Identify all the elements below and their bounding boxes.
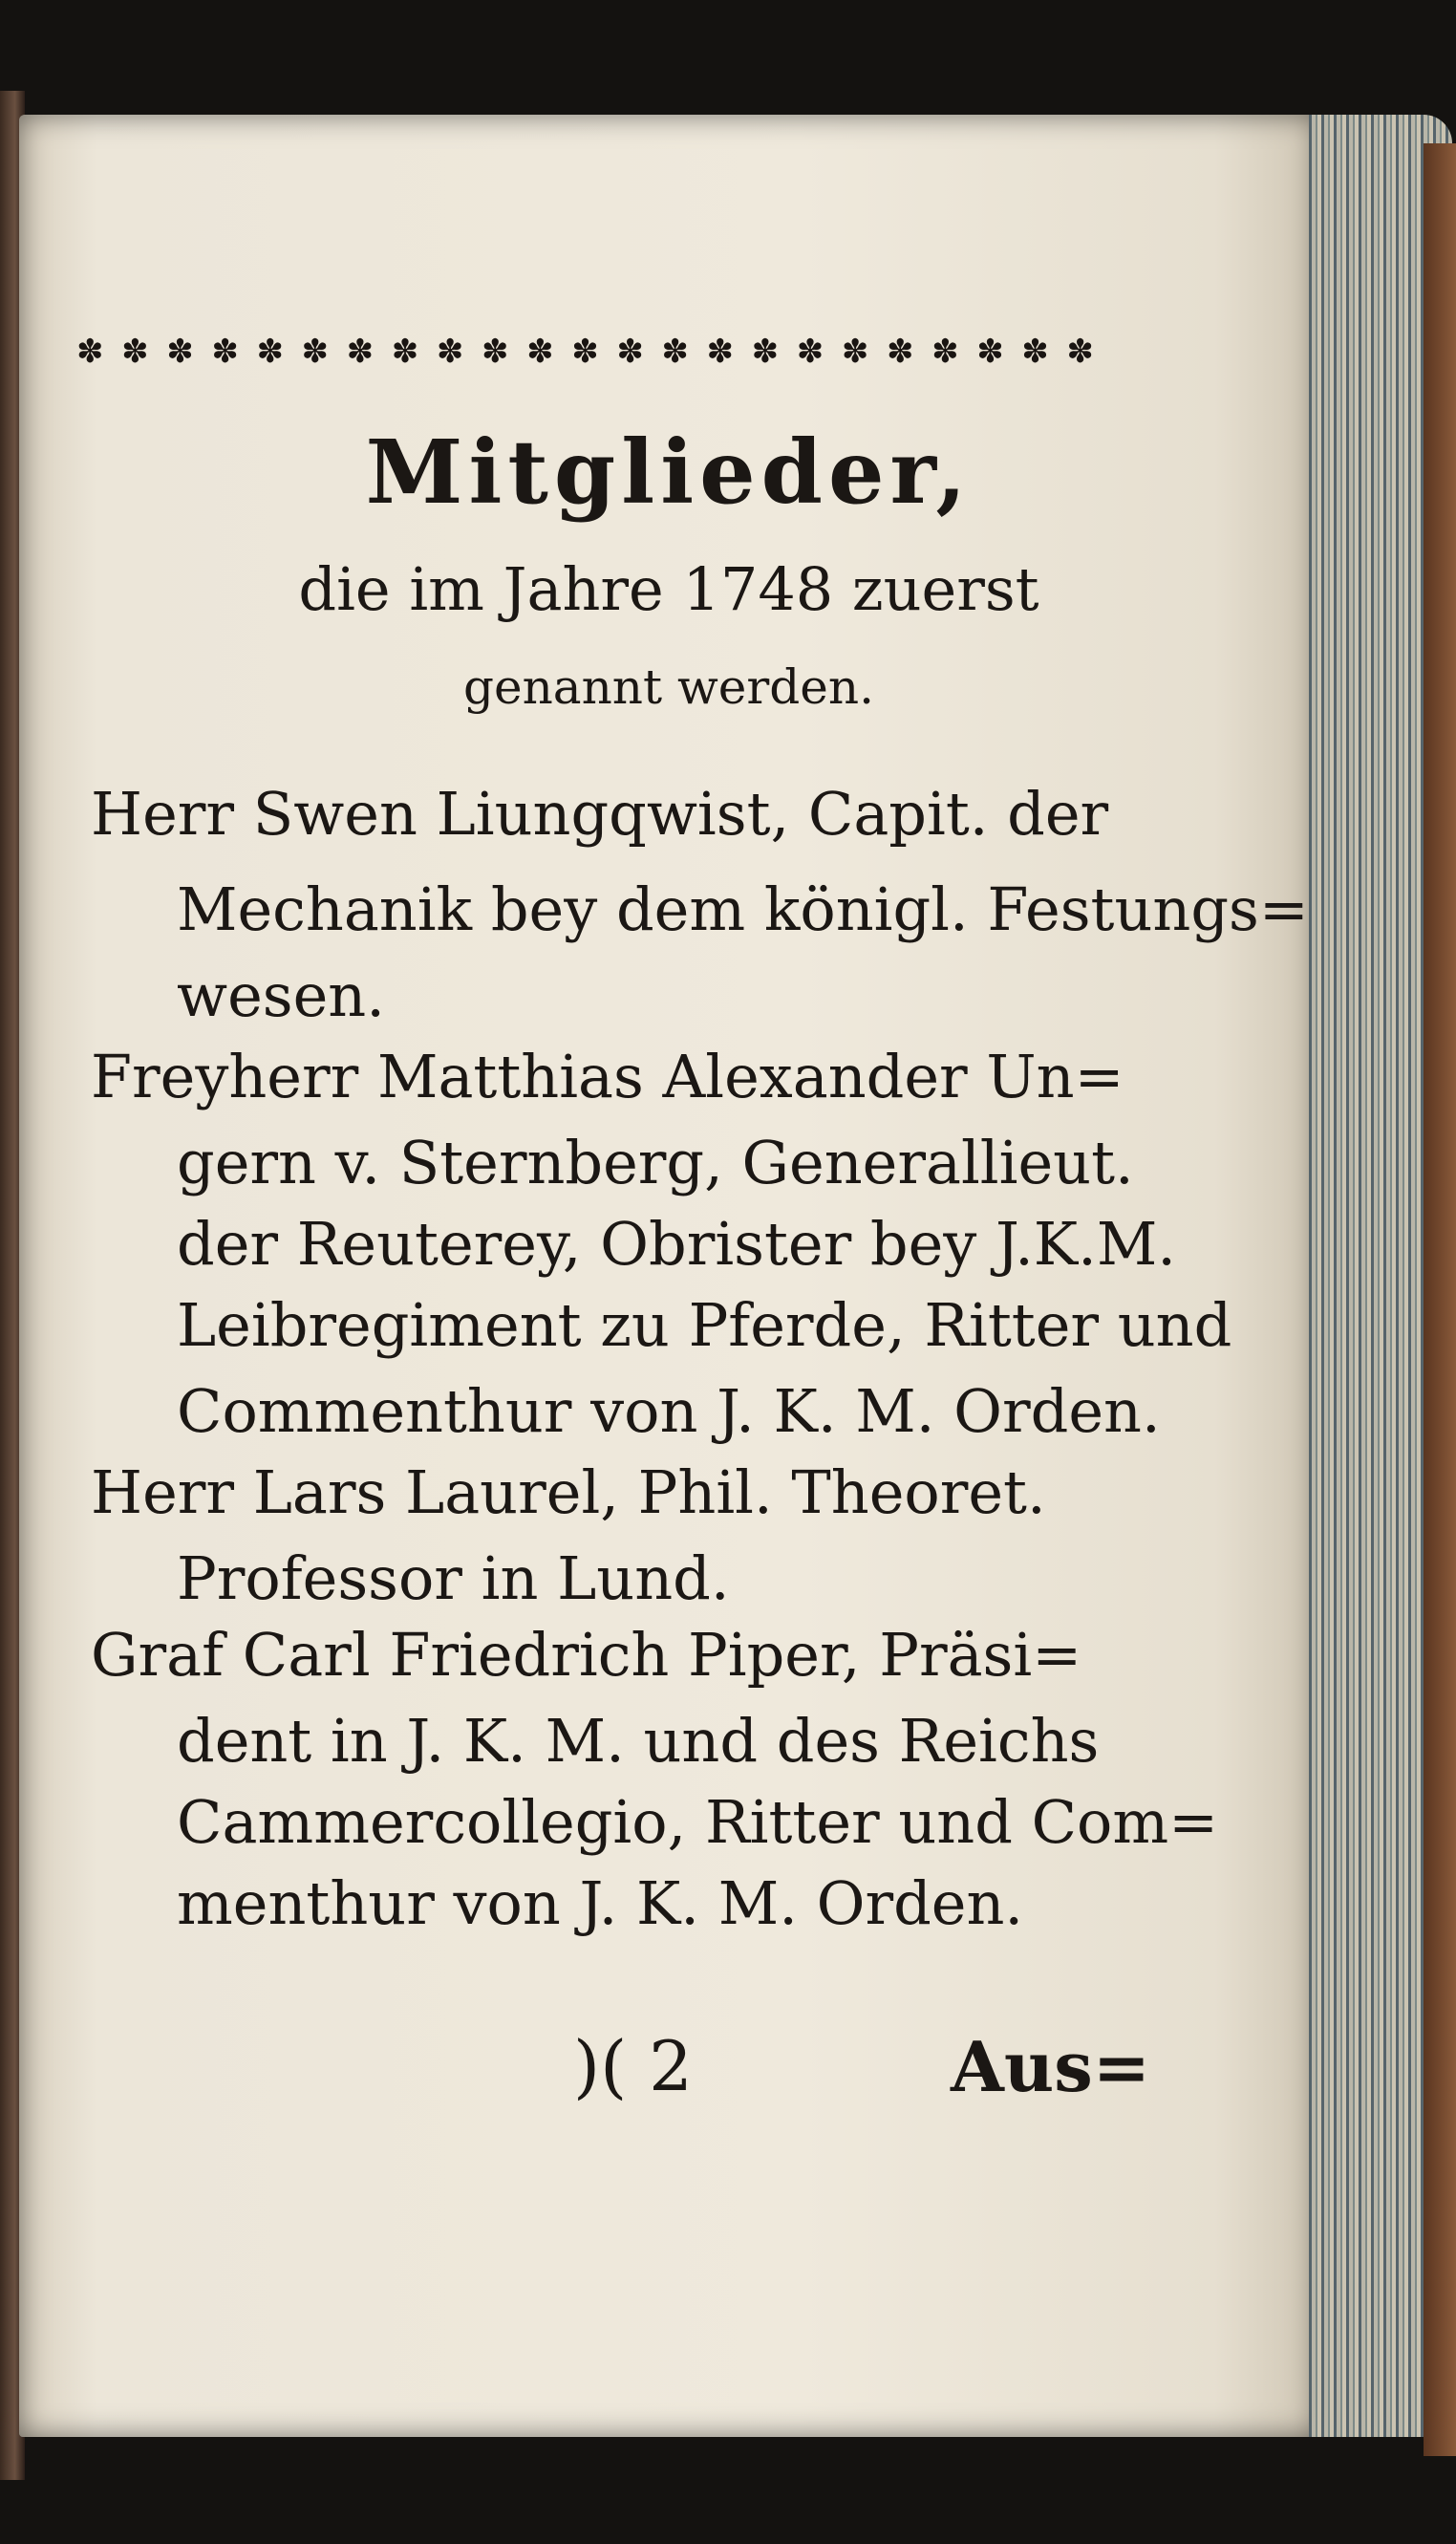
entry-2-line-4: Leibregiment zu Pferde, Ritter und [177, 1290, 1232, 1360]
ornament-star-icon: ✽ [886, 333, 914, 371]
ornament-star-icon: ✽ [931, 333, 959, 371]
entry-2-line-1: Freyherr Matthias Alexander Un= [91, 1042, 1124, 1111]
ornament-star-icon: ✽ [121, 333, 149, 371]
ornament-star-icon: ✽ [256, 333, 284, 371]
ornament-star-icon: ✽ [481, 333, 509, 371]
ornament-star-icon: ✽ [706, 333, 735, 371]
ornament-star-icon: ✽ [796, 333, 824, 371]
ornament-star-icon: ✽ [841, 333, 869, 371]
ornament-row [76, 323, 1094, 380]
ornament-star-icon: ✽ [526, 333, 554, 371]
page-title: Mitglieder, [365, 420, 973, 524]
entry-1-line-3: wesen. [177, 960, 385, 1030]
ornament-star-icon: ✽ [436, 333, 464, 371]
ornament-star-icon: ✽ [211, 333, 239, 371]
ornament-star-icon: ✽ [976, 333, 1004, 371]
entry-1-line-2: Mechanik bey dem königl. Festungs= [177, 874, 1309, 944]
ornament-star-icon: ✽ [346, 333, 375, 371]
entry-2-line-5: Commenthur von J. K. M. Orden. [177, 1376, 1161, 1446]
entry-4-line-4: menthur von J. K. M. Orden. [177, 1868, 1024, 1938]
ornament-star-icon: ✽ [616, 333, 644, 371]
entry-3-line-2: Professor in Lund. [177, 1543, 730, 1613]
entry-2-line-2: gern v. Sternberg, Generallieut. [177, 1128, 1134, 1197]
ornament-star-icon: ✽ [391, 333, 419, 371]
entry-4-line-3: Cammercollegio, Ritter und Com= [177, 1787, 1219, 1857]
subtitle-line-2: genannt werden. [463, 659, 874, 715]
ornament-star-icon: ✽ [1021, 333, 1049, 371]
subtitle-line-1: die im Jahre 1748 zuerst [298, 554, 1039, 624]
book-cover-right [1424, 143, 1456, 2456]
ornament-star-icon: ✽ [751, 333, 780, 371]
ornament-star-icon: ✽ [661, 333, 689, 371]
ornament-star-icon: ✽ [1066, 333, 1094, 371]
entry-4-line-1: Graf Carl Friedrich Piper, Präsi= [91, 1620, 1082, 1690]
ornament-star-icon: ✽ [76, 333, 104, 371]
ornament-star-icon: ✽ [571, 333, 599, 371]
entry-3-line-1: Herr Lars Laurel, Phil. Theoret. [91, 1457, 1046, 1527]
catchword: Aus= [951, 2026, 1151, 2107]
page-signature: )( 2 [573, 2026, 693, 2106]
entry-1-line-1: Herr Swen Liungqwist, Capit. der [91, 779, 1109, 849]
entry-4-line-2: dent in J. K. M. und des Reichs [177, 1706, 1100, 1776]
ornament-star-icon: ✽ [301, 333, 330, 371]
ornament-star-icon: ✽ [166, 333, 194, 371]
entry-2-line-3: der Reuterey, Obrister bey J.K.M. [177, 1209, 1177, 1279]
